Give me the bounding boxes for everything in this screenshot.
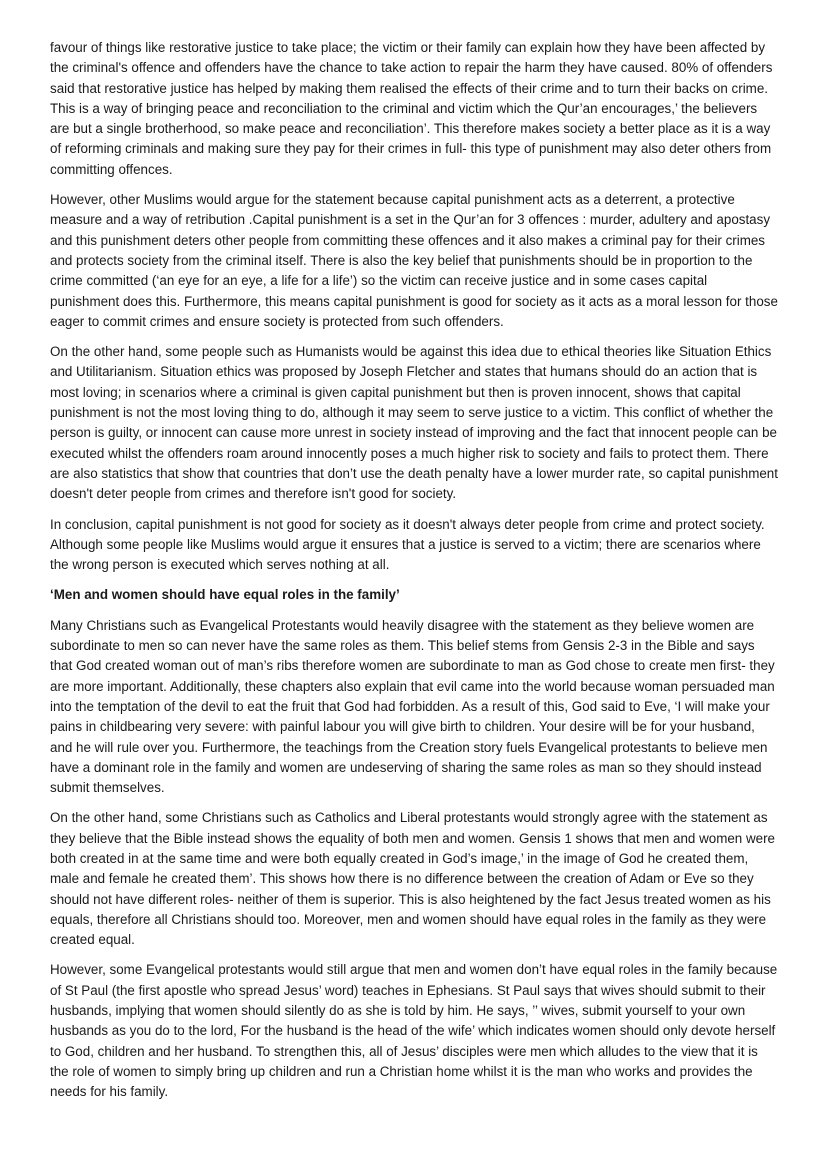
paragraph-muslim-support: However, other Muslims would argue for the statement because capital punishment acts as a deterrent, a protective measure and a way of retribution .Capital punishment is a set in the Qur’an for 3 offences : murder, adultery and apostasy and this punishment deters other people from committing these offences and it also makes a criminal pay for their crimes and protects society from the criminal itself. There is also the key belief that punishments should be in proportion to the crime committed (‘an eye for an eye, a life for a life’) so the victim can receive justice and in some cases capital punishment does this. Furthermore, this means capital punishment is good for society as it acts as a moral lesson for those eager to commit crimes and ensure society is protected from such offenders.: [50, 192, 778, 329]
paragraph-evangelical-disagree: Many Christians such as Evangelical Protestants would heavily disagree with the statement as they believe women are subordinate to men so can never have the same roles as them. This belief stems from Gensis 2-3 in the Bible and says that God created woman out of man’s ribs therefore women are subordinate to man as God chose to create men first- they are more important. Additionally, these chapters also explain that evil came into the world because woman persuaded man into the temptation of the devil to eat the fruit that God had forbidden. As a result of this, God said to Eve, ‘I will make your pains in childbearing very severe: with painful labour you will give birth to children. Your desire will be for your husband, and he will rule over you. Furthermore, the teachings from the Creation story fuels Evangelical protestants to believe men have a dominant role in the family and women are undeserving of sharing the same roles as man so they should instead submit themselves.: [50, 617, 775, 796]
paragraph-conclusion: In conclusion, capital punishment is not good for society as it doesn't always deter people from crime and protect society. Although some people like Muslims would argue it ensures that a justice is served to a victim; there are scenarios where the wrong person is executed which serves nothing at all.: [50, 516, 765, 573]
paragraph-restorative-justice: favour of things like restorative justice to take place; the victim or their family can explain how they have been affected by the criminal's offence and offenders have the chance to take action to repair the harm they have caused. 80% of offenders said that restorative justice has helped by making them realised the effects of their crime and to turn their backs on crime. This is a way of bringing peace and reconciliation to the criminal and victim which the Qur’an encourages,’ the believers are but a single brotherhood, so make peace and reconciliation’. This therefore makes society a better place as it is a way of reforming criminals and making sure they pay for their crimes in full- this type of punishment may also deter others from committing offences.: [50, 40, 773, 177]
paragraph-st-paul: However, some Evangelical protestants would still argue that men and women don’t have equal roles in the family because of St Paul (the first apostle who spread Jesus’ word) teaches in Ephesians. St Paul says that wives should submit to their husbands, implying that women should silently do as she is told by him. He says, ’’ wives, submit yourself to your own husbands as you do to the lord, For the husband is the head of the wife’ which indicates women should only devote herself to God, children and her husband. To strengthen this, all of Jesus’ disciples were men which alludes to the view that it is the role of women to simply bring up children and run a Christian home whilst it is the man who works and provides the needs for his family.: [50, 962, 778, 1100]
paragraph-humanist-against: On the other hand, some people such as Humanists would be against this idea due to ethical theories like Situation Ethics and Utilitarianism. Situation ethics was proposed by Joseph Fletcher and states that humans should do an action that is most loving; in scenarios where a criminal is given capital punishment but then is proven innocent, shows that capital punishment is not the most loving thing to do, although it may seem to serve justice to a victim. This conflict of whether the person is guilty, or innocent can cause more unrest in society instead of improving and the fact that innocent people can be executed whilst the offenders roam around innocently poses a much higher risk to society and fails to protect them. There are also statistics that show that countries that don’t use the death penalty have a lower murder rate, so capital punishment doesn't deter people from crimes and therefore isn't good for society.: [50, 344, 778, 502]
paragraph-catholic-agree: On the other hand, some Christians such as Catholics and Liberal protestants would strongly agree with the statement as they believe that the Bible instead shows the equality of both men and women. Gensis 1 shows that men and women were both created in at the same time and were both equally created in God’s image,’ in the image of God he created them, male and female he created them’. This shows how there is no difference between the creation of Adam or Eve so they should not have different roles- neither of them is superior. This is also heightened by the fact Jesus treated women as his equals, therefore all Christians should too. Moreover, men and women should have equal roles in the family as they were created equal.: [50, 810, 776, 948]
section-heading: ‘Men and women should have equal roles in the family’: [50, 587, 400, 603]
document-page: [50, 38, 780, 1113]
